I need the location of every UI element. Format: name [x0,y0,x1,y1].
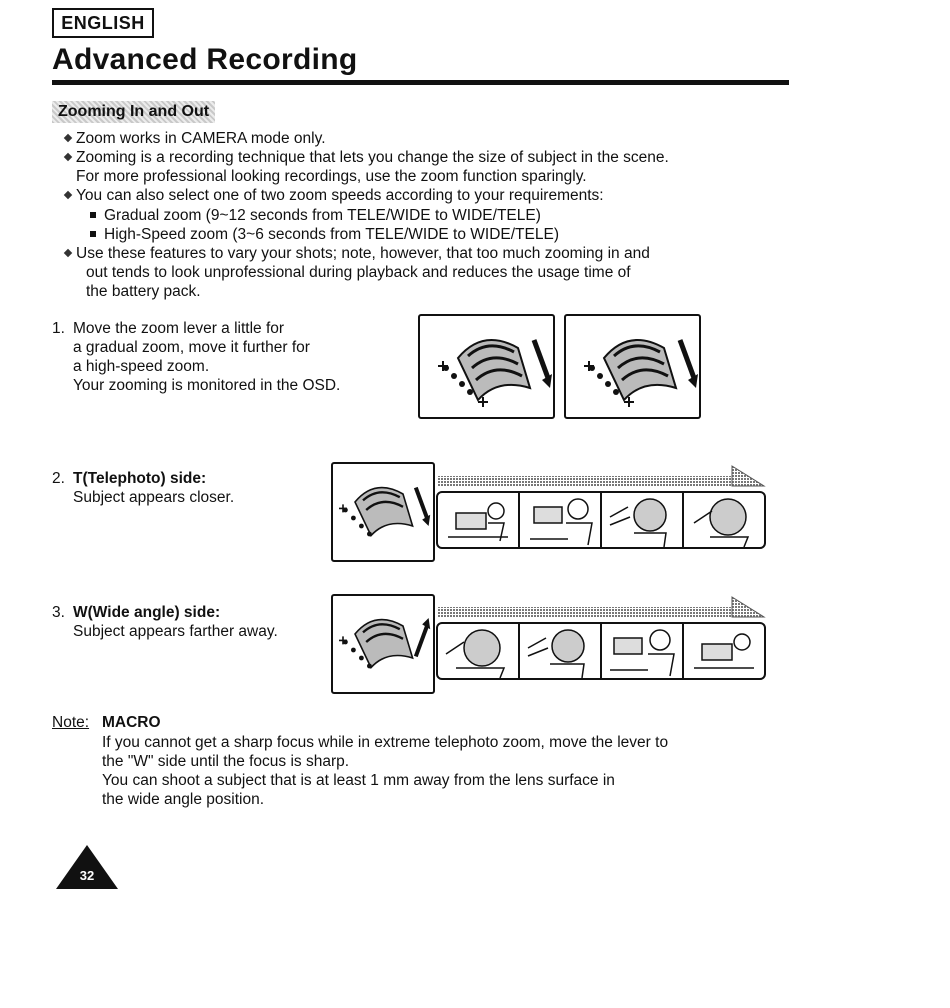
filmstrip-telephoto [436,491,766,549]
section-heading: Zooming In and Out [52,101,215,123]
note-label: Note: [52,714,90,731]
filmstrip-frame-icon [438,624,764,678]
bullet-item: Zooming is a recording technique that lets you change the size of subject in the scene. [62,148,669,167]
zoom-lever-icon [420,316,553,417]
step-1-line: a high-speed zoom. [73,358,210,375]
bullet-continuation: the battery pack. [86,283,201,300]
zoom-lever-icon [333,596,433,692]
step-1-number: 1. [52,320,65,337]
bullet-icon [64,191,72,199]
title-rule [52,80,789,85]
step-2-number: 2. [52,470,65,487]
page-number: 32 [79,868,95,883]
step-2-text: Subject appears closer. [73,489,235,506]
page-title: Advanced Recording [52,43,358,76]
step-3-text: Subject appears farther away. [73,623,278,640]
note-line: If you cannot get a sharp focus while in extreme telephoto zoom, move the lever to [102,734,669,751]
square-bullet-icon [90,212,96,218]
square-bullet-icon [90,231,96,237]
direction-arrow-icon [438,597,764,619]
note-line: You can shoot a subject that is at least 1 mm away from the lens surface in [102,772,615,789]
zoom-lever-illustration [418,314,555,419]
bullet-icon [64,153,72,161]
note-line: the "W" side until the focus is sharp. [102,753,350,770]
zoom-lever-illustration [564,314,701,419]
note-line: the wide angle position. [102,791,265,808]
filmstrip-wide [436,622,766,680]
zoom-lever-wide [331,594,435,694]
bullet-continuation: out tends to look unprofessional during playback and reduces the usage time of [86,264,631,281]
zoom-lever-icon [566,316,699,417]
zoom-lever-icon [333,464,433,560]
direction-arrow-icon [438,466,764,488]
step-3-heading: W(Wide angle) side: [73,604,221,621]
bullet-continuation: For more professional looking recordings, use the zoom function sparingly. [76,168,587,185]
note-heading: MACRO [102,714,161,731]
sub-bullet-item: High-Speed zoom (3~6 seconds from TELE/WIDE to WIDE/TELE) [86,225,559,244]
bullet-icon [64,134,72,142]
step-1-line: a gradual zoom, move it further for [73,339,310,356]
step-1-line: Your zooming is monitored in the OSD. [73,377,341,394]
zoom-lever-telephoto [331,462,435,562]
sub-bullet-item: Gradual zoom (9~12 seconds from TELE/WIDE to WIDE/TELE) [86,206,541,225]
bullet-icon [64,249,72,257]
step-1-line: Move the zoom lever a little for [73,320,285,337]
filmstrip-frame-icon [438,493,764,547]
step-2-heading: T(Telephoto) side: [73,470,207,487]
bullet-item: Use these features to vary your shots; note, however, that too much zooming in and [62,244,650,263]
bullet-item: You can also select one of two zoom speeds according to your requirements: [62,186,604,205]
step-3-number: 3. [52,604,65,621]
bullet-item: Zoom works in CAMERA mode only. [62,129,326,148]
language-label: ENGLISH [52,8,154,38]
